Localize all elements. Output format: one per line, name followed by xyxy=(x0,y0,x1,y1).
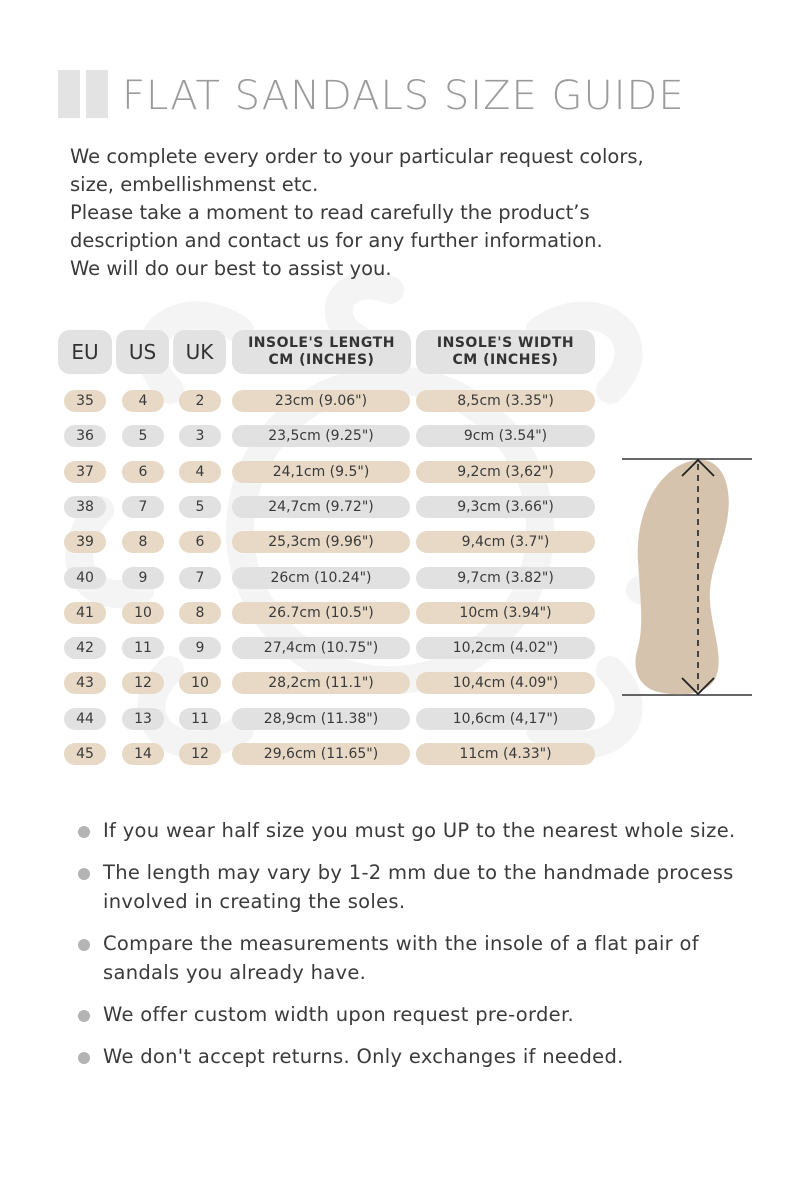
bullet-dot-icon xyxy=(78,868,90,880)
title-decoration xyxy=(58,70,114,118)
note-item xyxy=(78,929,758,987)
header-length-line2: CM (INCHES) xyxy=(268,352,375,368)
cell-width: 10,2cm (4.02") xyxy=(416,637,595,659)
cell-width: 9,2cm (3,62") xyxy=(416,461,595,483)
cell-width: 9,7cm (3.82") xyxy=(416,567,595,589)
note-text: The length may vary by 1-2 mm due to the handmade process xyxy=(103,861,734,884)
cell-width: 10cm (3.94") xyxy=(416,602,595,624)
cell-length: 26.7cm (10.5") xyxy=(232,602,410,624)
cell-eu: 43 xyxy=(64,672,106,694)
cell-length: 24,7cm (9.72") xyxy=(232,496,410,518)
cell-us: 11 xyxy=(122,637,164,659)
header-width-line1: INSOLE'S WIDTH xyxy=(436,335,575,351)
cell-length: 28,2cm (11.1") xyxy=(232,672,410,694)
header-length-line1: INSOLE'S LENGTH xyxy=(248,335,395,351)
cell-length: 25,3cm (9.96") xyxy=(232,531,410,553)
cell-uk: 7 xyxy=(179,567,221,589)
cell-eu: 41 xyxy=(64,602,106,624)
cell-us: 12 xyxy=(122,672,164,694)
note-text-continued: sandals you already have. xyxy=(103,961,367,984)
cell-uk: 11 xyxy=(179,708,221,730)
foot-insole-icon xyxy=(620,452,760,702)
bullet-dot-icon xyxy=(78,1010,90,1022)
note-item xyxy=(78,1042,758,1071)
intro-line: description and contact us for any further information. xyxy=(70,229,603,252)
note-text: Compare the measurements with the insole of a flat pair of xyxy=(103,932,699,955)
cell-us: 7 xyxy=(122,496,164,518)
header-eu: EU xyxy=(58,330,112,374)
cell-length: 23cm (9.06") xyxy=(232,390,410,412)
bullet-dot-icon xyxy=(78,939,90,951)
note-item xyxy=(78,858,758,916)
cell-uk: 8 xyxy=(179,602,221,624)
intro-line: Please take a moment to read carefully the product’s xyxy=(70,201,590,224)
intro-line: We complete every order to your particular request colors, xyxy=(70,145,644,168)
cell-length: 29,6cm (11.65") xyxy=(232,743,410,765)
bullet-dot-icon xyxy=(78,1052,90,1064)
cell-uk: 10 xyxy=(179,672,221,694)
cell-us: 5 xyxy=(122,425,164,447)
note-text: If you wear half size you must go UP to the nearest whole size. xyxy=(103,819,736,842)
header-insole-width xyxy=(416,330,595,374)
cell-length: 27,4cm (10.75") xyxy=(232,637,410,659)
header-insole-length xyxy=(232,330,411,374)
cell-us: 10 xyxy=(122,602,164,624)
cell-uk: 9 xyxy=(179,637,221,659)
cell-us: 6 xyxy=(122,461,164,483)
cell-us: 4 xyxy=(122,390,164,412)
cell-width: 9cm (3.54") xyxy=(416,425,595,447)
note-item xyxy=(78,1000,758,1029)
cell-uk: 6 xyxy=(179,531,221,553)
cell-width: 9,3cm (3.66") xyxy=(416,496,595,518)
note-text: We don't accept returns. Only exchanges if needed. xyxy=(103,1045,624,1068)
cell-uk: 4 xyxy=(179,461,221,483)
page-title: FLAT SANDALS SIZE GUIDE xyxy=(122,73,685,119)
intro-text xyxy=(70,143,750,283)
cell-width: 8,5cm (3.35") xyxy=(416,390,595,412)
header-us: US xyxy=(116,330,169,374)
cell-uk: 3 xyxy=(179,425,221,447)
cell-us: 13 xyxy=(122,708,164,730)
intro-line: size, embellishmenst etc. xyxy=(70,173,319,196)
note-item xyxy=(78,816,758,845)
cell-eu: 37 xyxy=(64,461,106,483)
cell-width: 10,4cm (4.09") xyxy=(416,672,595,694)
cell-eu: 36 xyxy=(64,425,106,447)
cell-us: 8 xyxy=(122,531,164,553)
cell-uk: 2 xyxy=(179,390,221,412)
bullet-dot-icon xyxy=(78,826,90,838)
notes-list xyxy=(78,816,758,1084)
cell-eu: 45 xyxy=(64,743,106,765)
cell-width: 9,4cm (3.7") xyxy=(416,531,595,553)
cell-width: 11cm (4.33") xyxy=(416,743,595,765)
cell-eu: 44 xyxy=(64,708,106,730)
cell-length: 24,1cm (9.5") xyxy=(232,461,410,483)
cell-eu: 39 xyxy=(64,531,106,553)
cell-length: 28,9cm (11.38") xyxy=(232,708,410,730)
cell-eu: 40 xyxy=(64,567,106,589)
cell-us: 14 xyxy=(122,743,164,765)
cell-eu: 42 xyxy=(64,637,106,659)
header-width-line2: CM (INCHES) xyxy=(452,352,559,368)
note-text-continued: involved in creating the soles. xyxy=(103,890,406,913)
cell-length: 26cm (10.24") xyxy=(232,567,410,589)
cell-length: 23,5cm (9.25") xyxy=(232,425,410,447)
cell-width: 10,6cm (4,17") xyxy=(416,708,595,730)
cell-eu: 35 xyxy=(64,390,106,412)
cell-uk: 12 xyxy=(179,743,221,765)
cell-uk: 5 xyxy=(179,496,221,518)
cell-eu: 38 xyxy=(64,496,106,518)
cell-us: 9 xyxy=(122,567,164,589)
note-text: We offer custom width upon request pre-order. xyxy=(103,1003,574,1026)
header-uk: UK xyxy=(173,330,226,374)
intro-line: We will do our best to assist you. xyxy=(70,257,392,280)
